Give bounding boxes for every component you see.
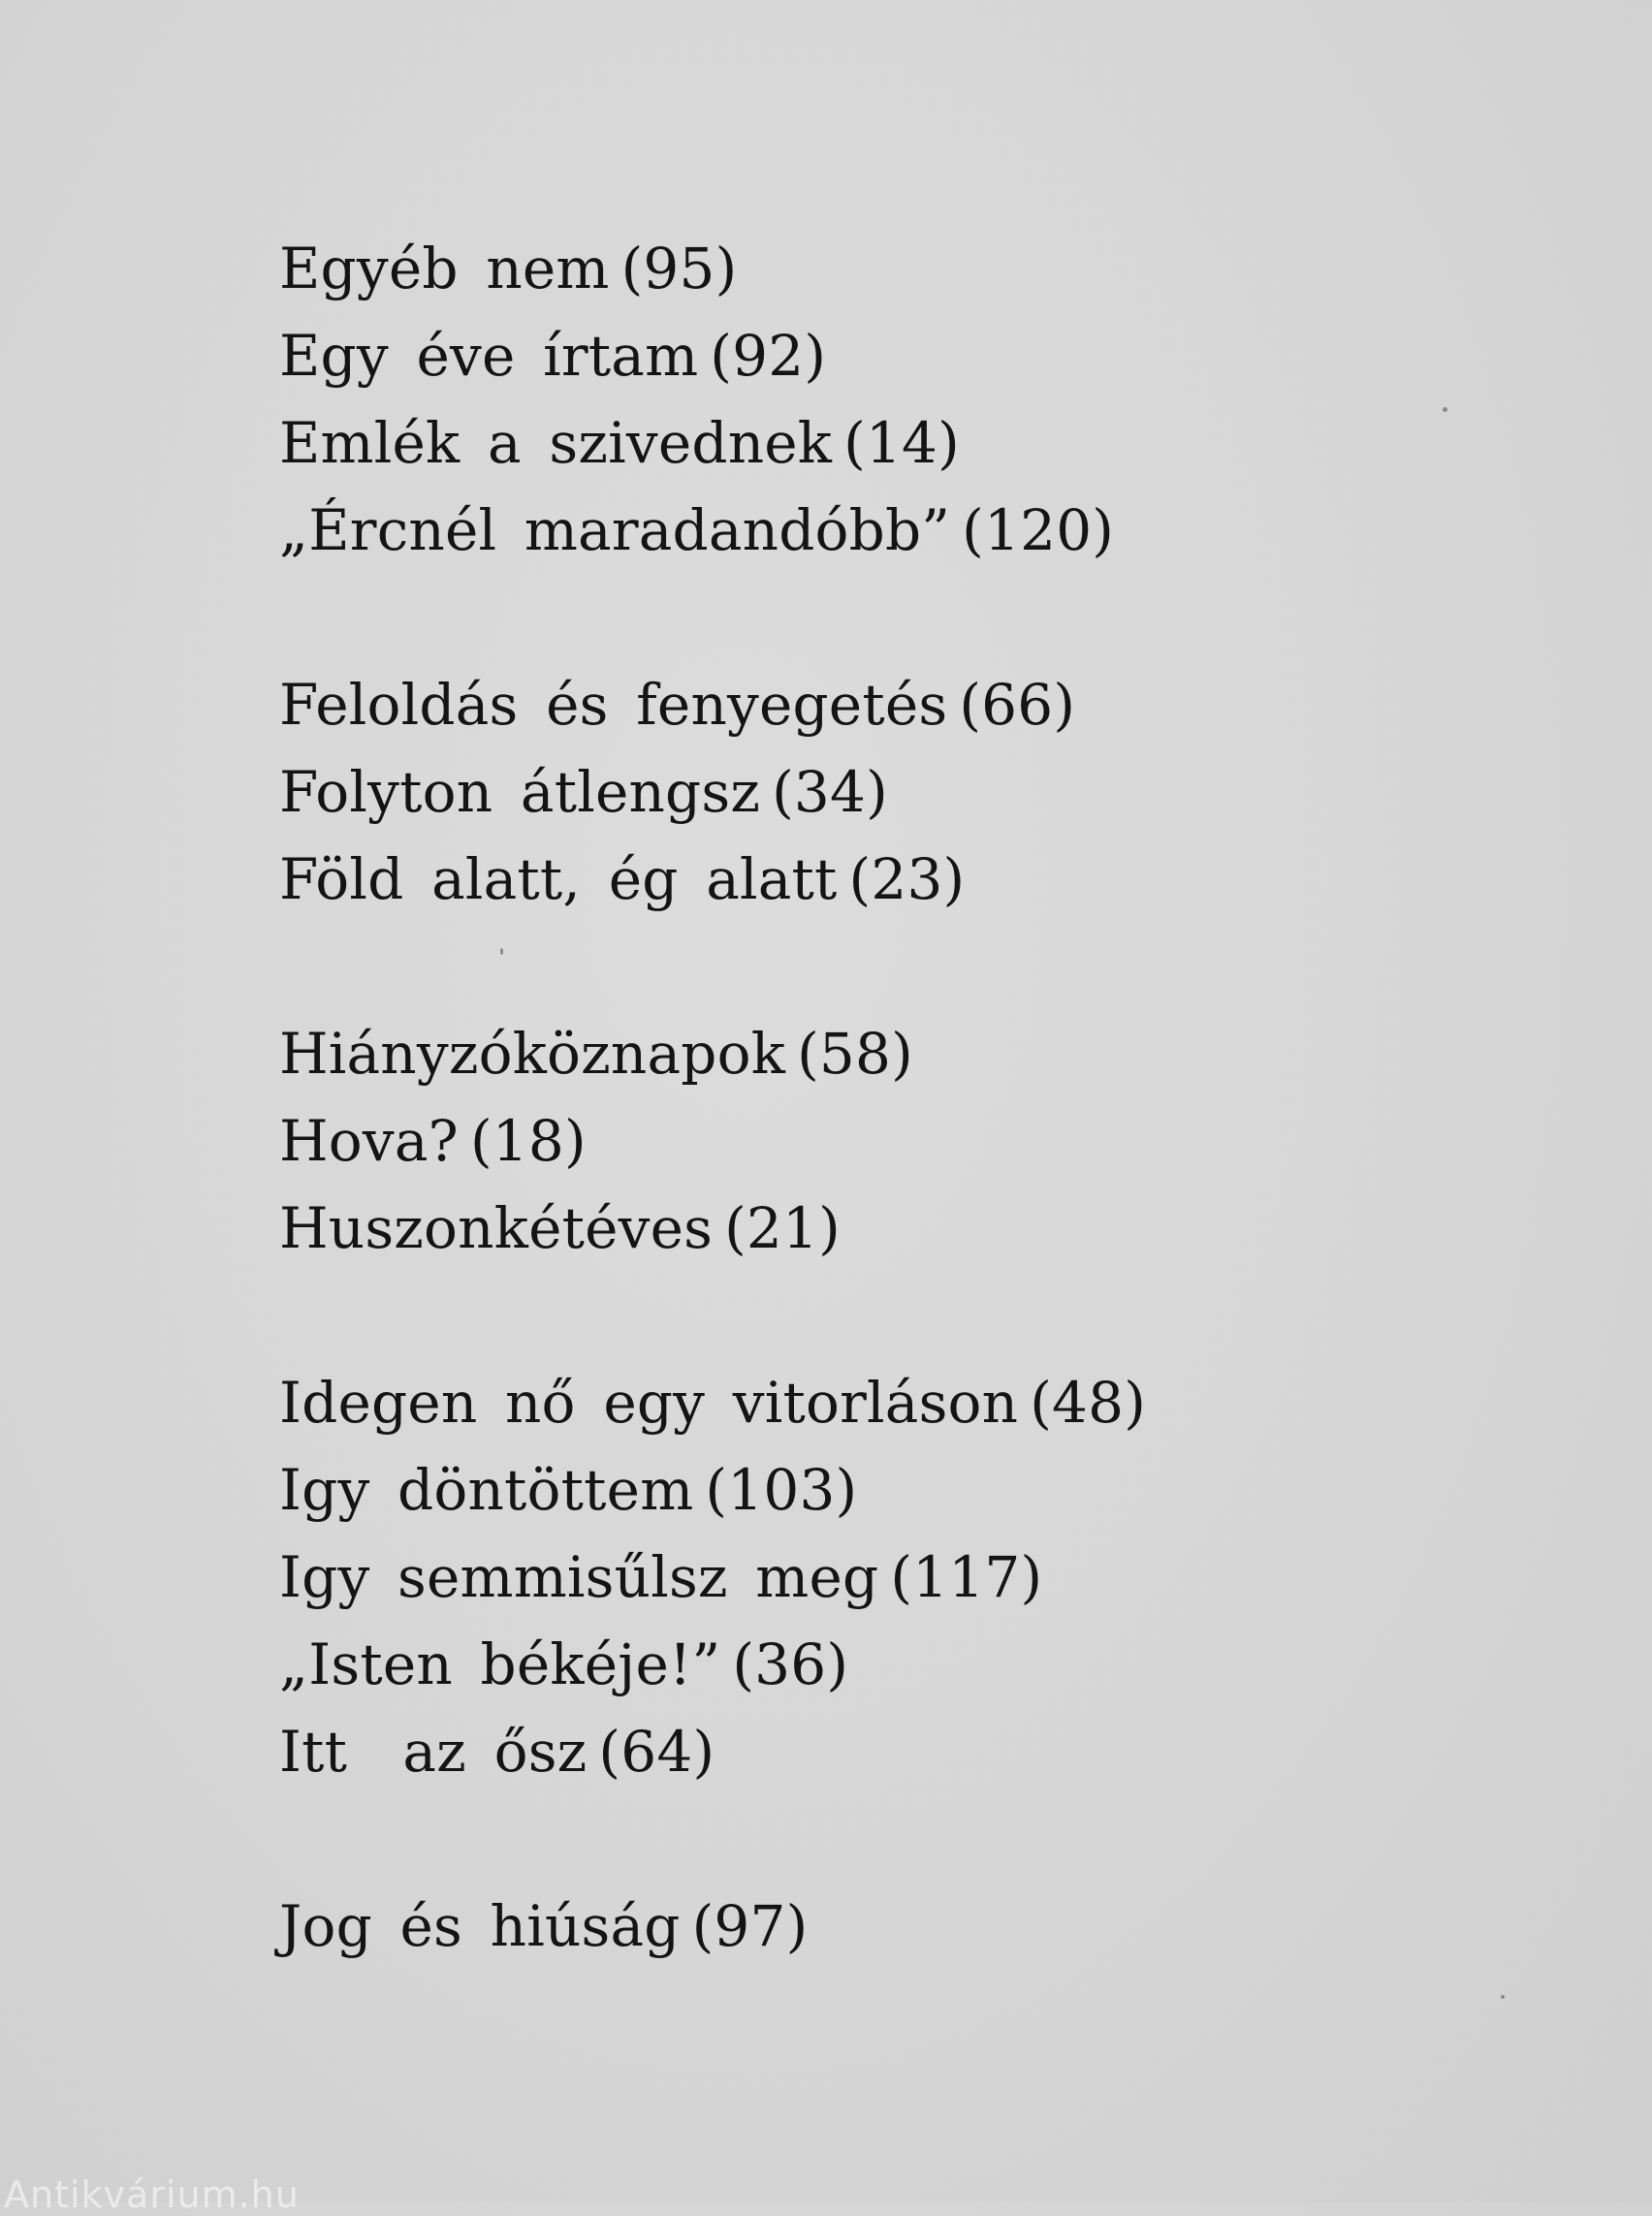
entry-page-number: (95) [620,236,738,301]
entry-title: Föld alatt, ég alatt [279,846,838,912]
paper-speck [500,948,503,955]
index-entry [279,399,1443,487]
index-entry [279,1446,1443,1534]
paper-speck [1443,407,1447,412]
entry-title: Jog és hiúság [279,1893,681,1959]
index-entry [279,1708,1443,1795]
entry-page-number: (103) [705,1457,858,1523]
index-entry [279,487,1443,574]
index-group-f [279,661,1443,923]
entry-page-number: (58) [797,1021,913,1087]
index-entry [279,1010,1443,1097]
index-entry [279,312,1443,399]
entry-title: Emlék a szivednek [279,410,833,476]
entry-title: Folyton átlengsz [279,759,761,825]
index-entry [279,1621,1443,1708]
index-group-i [279,1359,1443,1795]
entry-title: Egy éve írtam [279,323,699,389]
index-entry [279,748,1443,836]
entry-page-number: (120) [962,497,1115,563]
entry-page-number: (21) [724,1195,841,1261]
entry-title: Igy döntöttem [279,1457,694,1523]
entry-page-number: (97) [691,1893,809,1959]
index-entry [279,661,1443,748]
index-group-j [279,1883,1443,1970]
entry-page-number: (66) [959,672,1076,738]
entry-title: „Isten békéje!” [279,1631,721,1697]
entry-page-number: (117) [890,1544,1043,1610]
index-entry [279,1097,1443,1185]
entry-page-number: (64) [598,1719,715,1785]
index-entry [279,1185,1443,1272]
entry-title: Feloldás és fenyegetés [279,672,948,738]
index-entry [279,1359,1443,1446]
entry-page-number: (23) [848,846,966,912]
entry-title: Hiányzóköznapok [279,1021,786,1087]
index-entry [279,225,1443,312]
index-group-h [279,1010,1443,1272]
paper-speck [1501,1995,1505,1999]
entry-title: Idegen nő egy vitorláson [279,1370,1019,1436]
index-entry [279,836,1443,923]
entry-page-number: (14) [843,410,960,476]
poem-index [279,225,1443,2057]
index-entry [279,1883,1443,1970]
entry-page-number: (36) [732,1631,849,1697]
entry-title: Hova? [279,1108,459,1174]
entry-title: Itt az ősz [279,1719,588,1785]
entry-page-number: (18) [469,1108,587,1174]
index-entry [279,1534,1443,1621]
entry-title: Igy semmisűlsz meg [279,1544,879,1610]
entry-page-number: (48) [1030,1370,1147,1436]
entry-title: Huszonkétéves [279,1195,714,1261]
watermark: Antikvárium.hu [4,2173,300,2216]
entry-page-number: (34) [772,759,888,825]
entry-title: Egyéb nem [279,236,610,301]
entry-page-number: (92) [710,323,827,389]
index-group-e [279,225,1443,574]
entry-title: „Ércnél maradandóbb” [279,497,951,563]
